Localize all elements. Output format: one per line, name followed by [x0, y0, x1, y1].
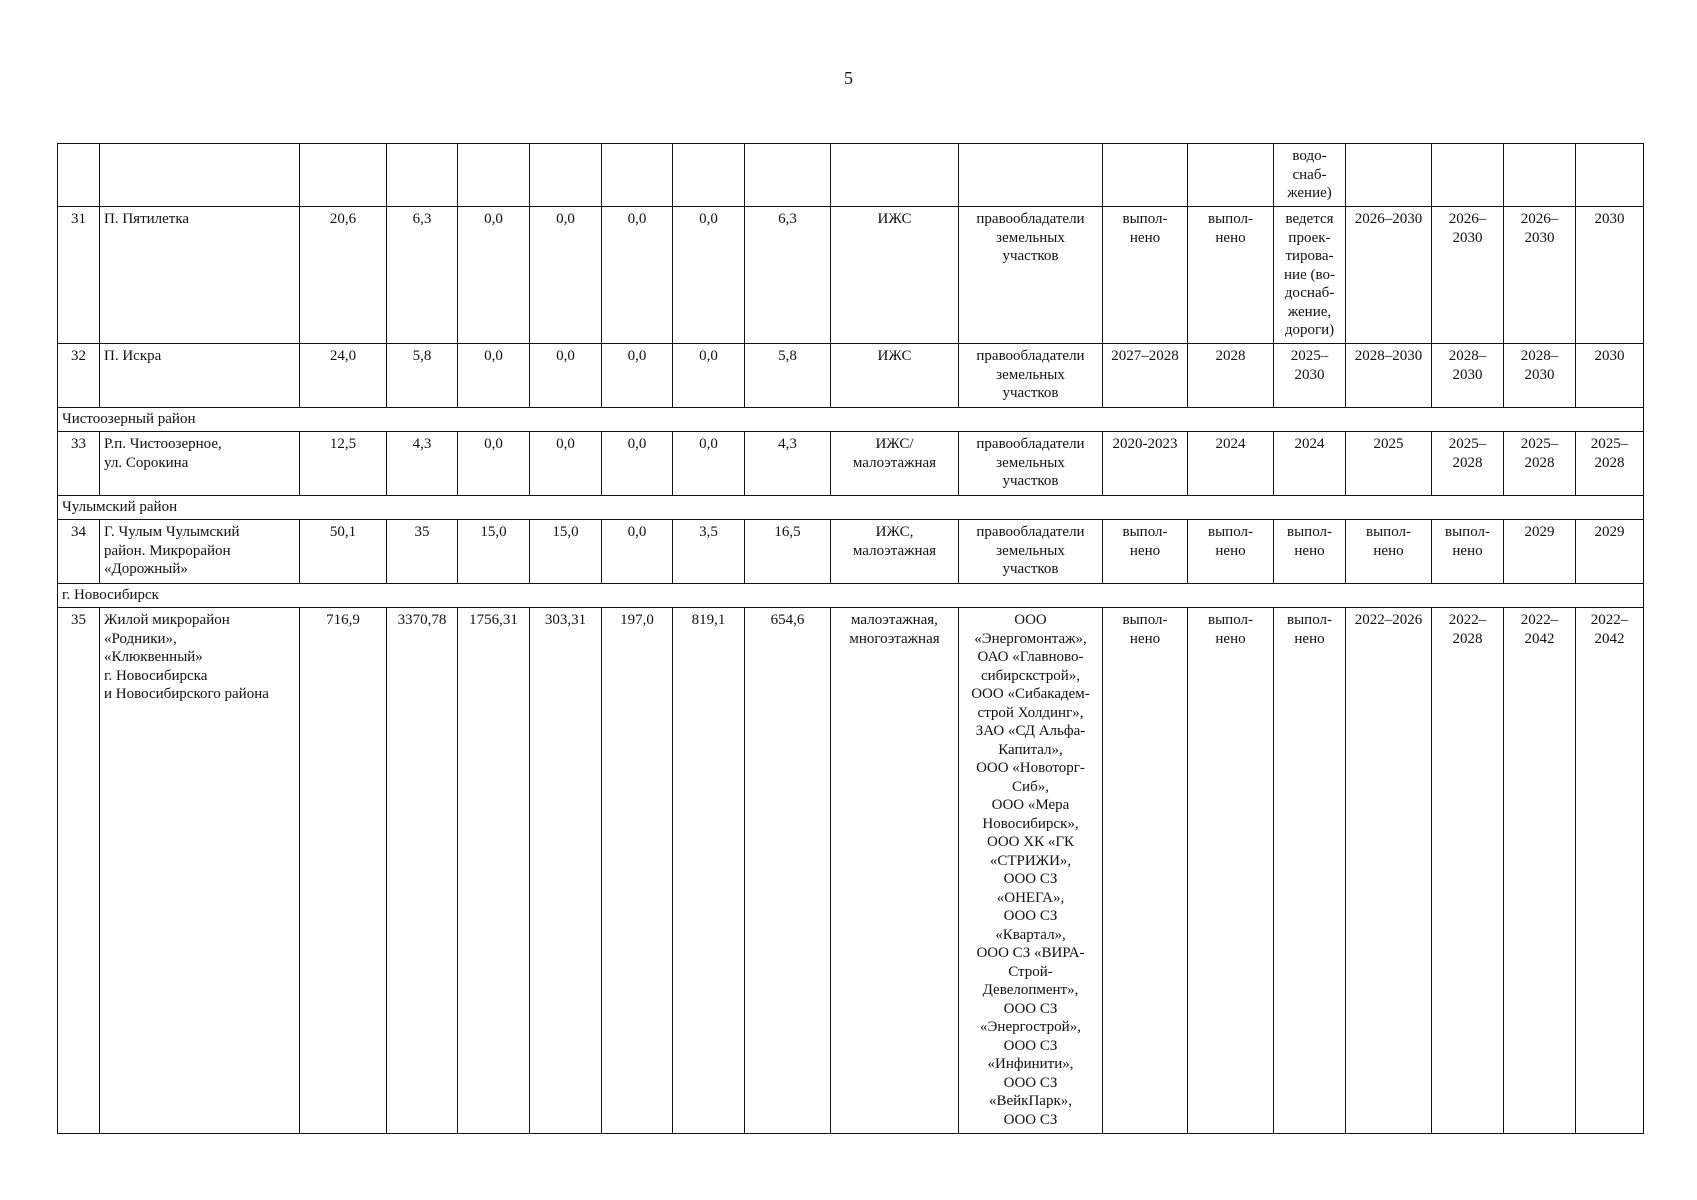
cell-construction-period: 2028– 2030 [1504, 344, 1576, 408]
cell-remaining-volume: 4,3 [745, 432, 831, 496]
cell-in-progress: 819,1 [673, 608, 745, 1134]
cell-survey-status: выпол- нено [1188, 207, 1274, 344]
cell-built-volume: 15,0 [458, 520, 530, 584]
cell-built-volume: 0,0 [458, 344, 530, 408]
cell-engineering-status: водо- снаб- жение) [1274, 144, 1346, 207]
cell-housing-volume: 3370,78 [387, 608, 458, 1134]
cell-total-area: 12,5 [300, 432, 387, 496]
cell-total-area [300, 144, 387, 207]
cell-building-type: ИЖС, малоэтажная [831, 520, 959, 584]
cell-row-number: 32 [58, 344, 100, 408]
cell-remaining-volume: 5,8 [745, 344, 831, 408]
cell-survey-status [1188, 144, 1274, 207]
cell-housing-volume: 4,3 [387, 432, 458, 496]
cell-completion-year [1576, 144, 1644, 207]
cell-in-progress: 0,0 [673, 432, 745, 496]
section-title: Чулымский район [58, 496, 1644, 520]
cell-commissioned [602, 144, 673, 207]
cell-planning-status: выпол- нено [1103, 520, 1188, 584]
table-row [58, 344, 1644, 408]
cell-survey-status: 2024 [1188, 432, 1274, 496]
cell-completion-year: 2030 [1576, 344, 1644, 408]
cell-building-type: ИЖС/ малоэтажная [831, 432, 959, 496]
cell-row-number [58, 144, 100, 207]
cell-design-period: 2028–2030 [1346, 344, 1432, 408]
cell-construction-period: 2025– 2028 [1504, 432, 1576, 496]
cell-construction-start: 2025– 2028 [1432, 432, 1504, 496]
cell-engineering-status: 2024 [1274, 432, 1346, 496]
cell-planning-status: 2020-2023 [1103, 432, 1188, 496]
section-row [58, 408, 1644, 432]
table-body [58, 144, 1644, 1134]
cell-developer [959, 144, 1103, 207]
cell-built-volume-2: 0,0 [530, 432, 602, 496]
table-row [58, 432, 1644, 496]
cell-building-type [831, 144, 959, 207]
cell-remaining-volume: 654,6 [745, 608, 831, 1134]
cell-survey-status: выпол- нено [1188, 520, 1274, 584]
cell-housing-volume: 35 [387, 520, 458, 584]
cell-object-name: Г. Чулым Чулымский район. Микрорайон «Дорожный» [100, 520, 300, 584]
section-title: г. Новосибирск [58, 584, 1644, 608]
cell-building-type: малоэтажная, многоэтажная [831, 608, 959, 1134]
cell-engineering-status: ведется проек- тирова- ние (во- доснаб- жение, дороги) [1274, 207, 1346, 344]
cell-commissioned: 0,0 [602, 207, 673, 344]
cell-design-period: выпол- нено [1346, 520, 1432, 584]
cell-in-progress [673, 144, 745, 207]
cell-total-area: 50,1 [300, 520, 387, 584]
cell-remaining-volume [745, 144, 831, 207]
cell-row-number: 33 [58, 432, 100, 496]
cell-building-type: ИЖС [831, 207, 959, 344]
cell-design-period: 2025 [1346, 432, 1432, 496]
cell-built-volume: 1756,31 [458, 608, 530, 1134]
cell-commissioned: 0,0 [602, 520, 673, 584]
cell-planning-status: выпол- нено [1103, 608, 1188, 1134]
table-row [58, 207, 1644, 344]
cell-built-volume-2: 303,31 [530, 608, 602, 1134]
cell-planning-status: выпол- нено [1103, 207, 1188, 344]
cell-housing-volume [387, 144, 458, 207]
cell-built-volume [458, 144, 530, 207]
cell-row-number: 35 [58, 608, 100, 1134]
cell-in-progress: 0,0 [673, 207, 745, 344]
cell-built-volume-2: 0,0 [530, 207, 602, 344]
cell-planning-status: 2027–2028 [1103, 344, 1188, 408]
cell-row-number: 34 [58, 520, 100, 584]
cell-completion-year: 2029 [1576, 520, 1644, 584]
cell-construction-period: 2029 [1504, 520, 1576, 584]
cell-engineering-status: выпол- нено [1274, 520, 1346, 584]
cell-engineering-status: выпол- нено [1274, 608, 1346, 1134]
cell-design-period: 2026–2030 [1346, 207, 1432, 344]
section-row [58, 584, 1644, 608]
cell-construction-start: 2028– 2030 [1432, 344, 1504, 408]
cell-construction-start [1432, 144, 1504, 207]
cell-construction-start: выпол- нено [1432, 520, 1504, 584]
cell-engineering-status: 2025– 2030 [1274, 344, 1346, 408]
cell-building-type: ИЖС [831, 344, 959, 408]
cell-built-volume-2: 15,0 [530, 520, 602, 584]
cell-remaining-volume: 16,5 [745, 520, 831, 584]
cell-developer: правообладатели земельных участков [959, 432, 1103, 496]
table-row [58, 520, 1644, 584]
cell-completion-year: 2025– 2028 [1576, 432, 1644, 496]
cell-developer: правообладатели земельных участков [959, 344, 1103, 408]
cell-survey-status: выпол- нено [1188, 608, 1274, 1134]
cell-total-area: 20,6 [300, 207, 387, 344]
cell-remaining-volume: 6,3 [745, 207, 831, 344]
cell-design-period: 2022–2026 [1346, 608, 1432, 1134]
table-row [58, 608, 1644, 1134]
cell-commissioned: 0,0 [602, 344, 673, 408]
cell-construction-period [1504, 144, 1576, 207]
section-title: Чистоозерный район [58, 408, 1644, 432]
cell-object-name: П. Искра [100, 344, 300, 408]
cell-construction-start: 2026– 2030 [1432, 207, 1504, 344]
table-row-continuation [58, 144, 1644, 207]
cell-built-volume: 0,0 [458, 432, 530, 496]
housing-projects-table [57, 143, 1644, 1134]
cell-developer: ООО «Энергомонтаж», ОАО «Главново- сибирскстрой», ООО «Сибакадем- строй Холдинг», ЗАО «СД Альфа- Капитал», ООО «Новоторг- Сиб», ООО «Мера Новосибирск», ООО ХК «ГК «СТРИЖИ», ООО СЗ «ОНЕГА», ООО СЗ «Квартал», ООО СЗ «ВИРА- Строй- Девелопмент», ООО СЗ «Энергострой», ООО СЗ «Инфинити», ООО СЗ «ВейкПарк», ООО СЗ [959, 608, 1103, 1134]
cell-row-number: 31 [58, 207, 100, 344]
cell-design-period [1346, 144, 1432, 207]
cell-developer: правообладатели земельных участков [959, 520, 1103, 584]
cell-total-area: 24,0 [300, 344, 387, 408]
cell-construction-start: 2022– 2028 [1432, 608, 1504, 1134]
cell-completion-year: 2030 [1576, 207, 1644, 344]
cell-completion-year: 2022– 2042 [1576, 608, 1644, 1134]
cell-in-progress: 0,0 [673, 344, 745, 408]
cell-survey-status: 2028 [1188, 344, 1274, 408]
cell-housing-volume: 5,8 [387, 344, 458, 408]
page-number: 5 [844, 68, 853, 88]
cell-in-progress: 3,5 [673, 520, 745, 584]
cell-commissioned: 197,0 [602, 608, 673, 1134]
cell-object-name: П. Пятилетка [100, 207, 300, 344]
cell-object-name: Жилой микрорайон «Родники», «Клюквенный» г. Новосибирска и Новосибирского района [100, 608, 300, 1134]
cell-developer: правообладатели земельных участков [959, 207, 1103, 344]
section-row [58, 496, 1644, 520]
cell-construction-period: 2022– 2042 [1504, 608, 1576, 1134]
cell-planning-status [1103, 144, 1188, 207]
cell-construction-period: 2026– 2030 [1504, 207, 1576, 344]
cell-total-area: 716,9 [300, 608, 387, 1134]
cell-object-name: Р.п. Чистоозерное, ул. Сорокина [100, 432, 300, 496]
cell-built-volume-2: 0,0 [530, 344, 602, 408]
cell-housing-volume: 6,3 [387, 207, 458, 344]
cell-object-name [100, 144, 300, 207]
cell-built-volume-2 [530, 144, 602, 207]
cell-commissioned: 0,0 [602, 432, 673, 496]
cell-built-volume: 0,0 [458, 207, 530, 344]
